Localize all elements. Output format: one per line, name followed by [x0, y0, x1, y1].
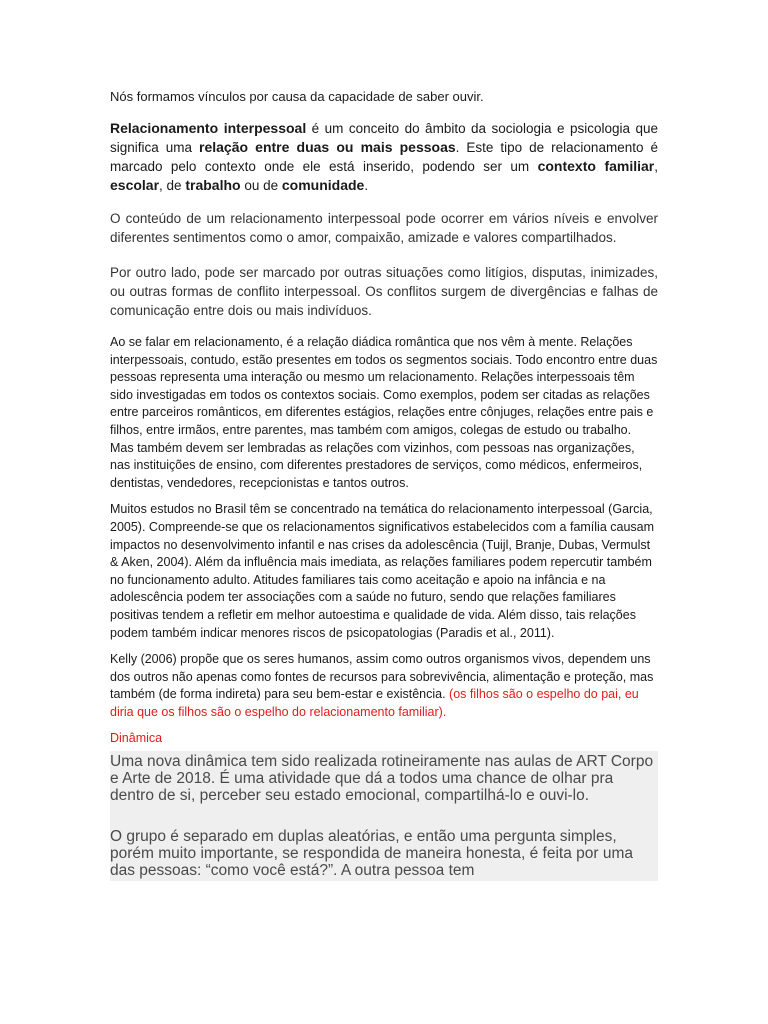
paragraph-relacao-diadica: Ao se falar em relacionamento, é a relação diádica romântica que nos vêm à mente. Relações interpessoais, contudo, estão presentes em todos os segmentos sociais. Todo encontro entre duas pessoas representa uma interação ou mesmo um relacionamento. Relações interpessoais têm sido investigadas em todos os contextos sociais. Como exemplos, podem ser citadas as relações entre parceiros românticos, em diferentes estágios, relações entre cônjuges, relações entre pais e filhos, entre irmãos, entre parentes, mas também com amigos, colegas de estudo ou trabalho. Mas também devem ser lembradas as relações com vizinhos, com pessoas nas organizações, nas instituições de ensino, com diferentes prestadores de serviços, como médicos, enfermeiros, dentistas, vendedores, recepcionistas e tantos outros. — [110, 335, 658, 490]
highlighted-text-box — [110, 751, 658, 881]
red-note: (os filhos são o espelho do pai, eu diria que os filhos são o espelho do relacionamento familiar). — [110, 687, 639, 719]
text-span: , — [654, 159, 659, 174]
term-relacionamento-interpessoal: Relacionamento interpessoal — [110, 120, 307, 136]
term-trabalho: trabalho — [185, 177, 241, 193]
text-span: é um conceito do âmbito da sociologia e psicologia que significa uma — [110, 121, 658, 155]
text-span: . — [364, 178, 369, 193]
dinamica-paragraph-2: O grupo é separado em duplas aleatórias, e então uma pergunta simples, porém muito importante, se respondida de maneira honesta, é feita por uma das pessoas: “como você está?”. A outra pessoa tem — [110, 828, 633, 880]
term-contexto-familiar: contexto familiar — [537, 158, 655, 174]
paragraph-relacionamento-interpessoal — [110, 119, 658, 195]
text-span: ou de — [240, 178, 282, 193]
text-span: , de — [159, 178, 186, 193]
term-escolar: escolar — [110, 177, 160, 193]
intro-line: Nós formamos vínculos por causa da capacidade de saber ouvir. — [110, 89, 484, 104]
text-span: . Este tipo de relacionamento é marcado pelo contexto onde ele está inserido, podendo ser um — [110, 140, 658, 174]
term-comunidade: comunidade — [281, 177, 365, 193]
paragraph-conteudo: O conteúdo de um relacionamento interpessoal pode ocorrer em vários níveis e envolver diferentes sentimentos como o amor, compaixão, amizade e valores compartilhados. — [110, 211, 658, 245]
paragraph-estudos-brasil: Muitos estudos no Brasil têm se concentrado na temática do relacionamento interpessoal (Garcia, 2005). Compreende-se que os relacionamentos significativos estabelecidos com a família causam impactos no desenvolvimento infantil e nas crises da adolescência (Tuijl, Branje, Dubas, Vermulst & Aken, 2004). Além da influência mais imediata, as relações familiares podem repercutir também no funcionamento adulto. Atitudes familiares tais como aceitação e apoio na infância e na adolescência podem ter associações com a saúde no futuro, sendo que relações familiares positivas tendem a refletir em melhor autoestima e qualidade de vida. Além disso, tais relações podem também indicar menores riscos de psicopatologias (Paradis et al., 2011). — [110, 502, 655, 640]
paragraph-conflitos: Por outro lado, pode ser marcado por outras situações como litígios, disputas, inimizades, ou outras formas de conflito interpessoal. Os conflitos surgem de divergências e falhas de comunicação entre dois ou mais indivíduos. — [110, 265, 658, 318]
dinamica-paragraph-1: Uma nova dinâmica tem sido realizada rotineiramente nas aulas de ART Corpo e Arte de 2018. É uma atividade que dá a todos uma chance de olhar pra dentro de si, perceber seu estado emocional, compartilhá-lo e ouvi-lo. — [110, 753, 654, 805]
section-heading-dinamica: Dinâmica — [110, 731, 163, 746]
text-span: Kelly (2006) propõe que os seres humanos, assim como outros organismos vivos, dependem uns dos outros não apenas como fontes de recursos para sobrevivência, alimentação e proteção, mas também (de forma indireta) para seu bem-estar e existência. — [110, 652, 654, 702]
paragraph-kelly — [110, 651, 658, 721]
term-relacao: relação entre duas ou mais pessoas — [199, 139, 456, 155]
